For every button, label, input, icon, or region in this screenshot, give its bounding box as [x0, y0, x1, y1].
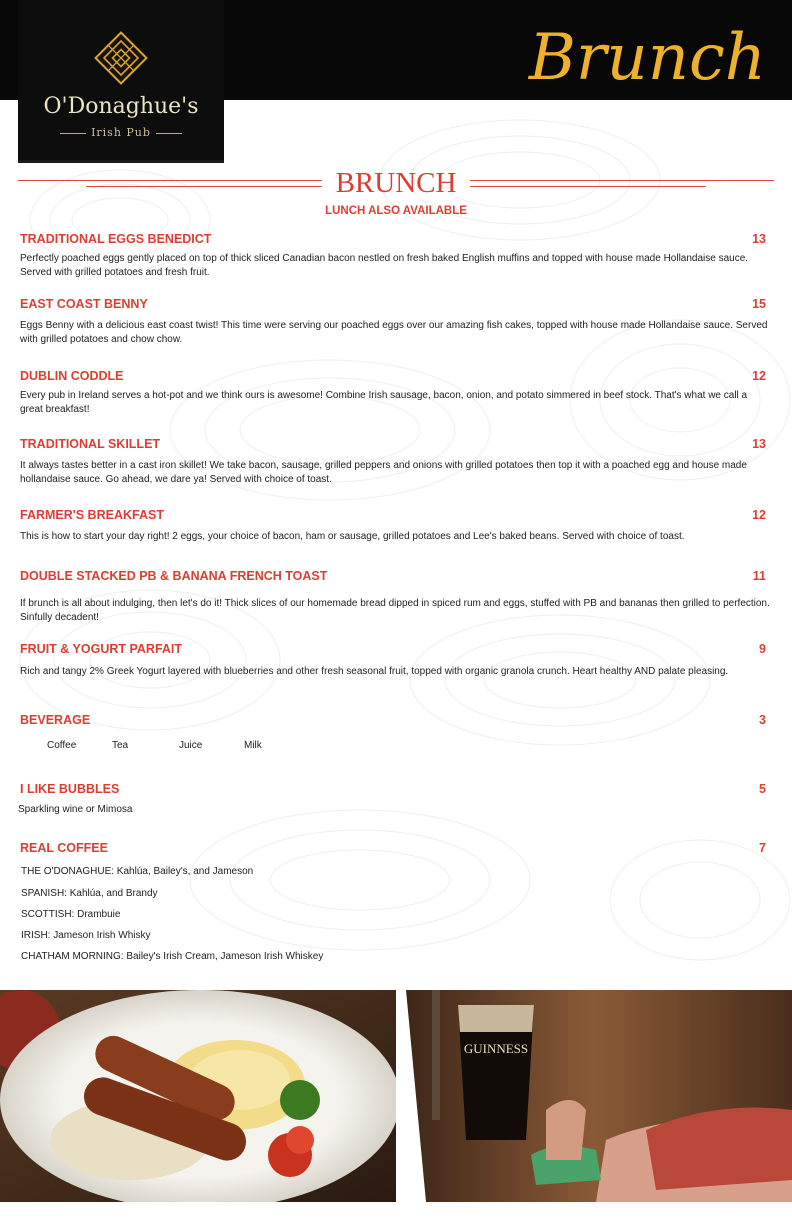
menu-item-name: EAST COAST BENNY — [20, 297, 148, 311]
menu-item-price: 15 — [752, 297, 766, 311]
coffee-option: SCOTTISH: Drambuie — [21, 909, 121, 920]
menu-item-name: TRADITIONAL EGGS BENEDICT — [20, 232, 212, 246]
menu-item-price: 12 — [752, 508, 766, 522]
menu-item-price: 3 — [759, 713, 766, 727]
coffee-option: SPANISH: Kahlúa, and Brandy — [21, 888, 158, 899]
guinness-photo — [396, 990, 792, 1202]
coffee-option: CHATHAM MORNING: Bailey's Irish Cream, Jameson Irish Whiskey — [21, 951, 324, 962]
menu-item-name: DUBLIN CODDLE — [20, 369, 124, 383]
coffee-option: THE O'DONAGHUE: Kahlúa, Bailey's, and Jameson — [21, 866, 254, 877]
logo-name: O'Donaghue's — [43, 94, 199, 119]
beverage-option: Milk — [244, 740, 262, 751]
menu-item-name: REAL COFFEE — [20, 841, 108, 855]
celtic-knot-icon — [91, 28, 151, 88]
menu-section-title: BRUNCH — [335, 167, 457, 199]
menu-item-name: DOUBLE STACKED PB & BANANA FRENCH TOAST — [20, 569, 328, 583]
menu-item-name: BEVERAGE — [20, 713, 91, 727]
menu-item-price: 7 — [759, 841, 766, 855]
menu-item-name: I LIKE BUBBLES — [20, 782, 120, 796]
menu-item-name: FARMER'S BREAKFAST — [20, 508, 164, 522]
page-title: Brunch — [528, 21, 766, 95]
coffee-option: IRISH: Jameson Irish Whisky — [21, 930, 151, 941]
beverage-option: Coffee — [47, 740, 77, 751]
menu-item-price: 9 — [759, 642, 766, 656]
menu-item-description: Perfectly poached eggs gently placed on top of thick sliced Canadian bacon nestled on fresh baked English muffins and topped with house made Hollandaise sauce. Served with grilled potatoes and fresh fruit. — [20, 253, 749, 278]
beverage-option: Tea — [112, 740, 129, 751]
menu-item-description: Every pub in Ireland serves a hot-pot and we think ours is awesome! Combine Irish sausage, bacon, onion, and potato simmered in beef stock. That's what we call a great breakfast! — [20, 390, 748, 415]
menu-item-description: If brunch is all about indulging, then let's do it! Thick slices of our homemade bread dipped in spiced rum and eggs, stuffed with PB and bananas then grilled to perfection. Sinfully decadent! — [20, 598, 770, 623]
menu-item-name: FRUIT & YOGURT PARFAIT — [20, 642, 183, 656]
menu-item-description: It always tastes better in a cast iron skillet! We take bacon, sausage, grilled peppers and onions with grilled potatoes then top it with a poached egg and house made hollandaise sauce. Go ahead, we dare ya! Served with choice of toast. — [20, 460, 747, 485]
menu-item-name: TRADITIONAL SKILLET — [20, 437, 161, 451]
beverage-option: Juice — [179, 740, 203, 751]
pub-logo — [18, 0, 224, 163]
menu-item-price: 13 — [752, 232, 766, 246]
menu-item-price: 11 — [752, 569, 766, 583]
logo-subtitle: Irish Pub — [18, 126, 224, 139]
food-photo — [0, 990, 396, 1202]
menu-item-price: 5 — [759, 782, 766, 796]
glass-label: GUINNESS — [463, 1041, 529, 1056]
menu-section-subtitle: LUNCH ALSO AVAILABLE — [325, 205, 467, 217]
menu-item-description: Rich and tangy 2% Greek Yogurt layered with blueberries and other fresh seasonal fruit, topped with organic granola crunch. Heart healthy AND palate pleasing. — [20, 666, 729, 677]
menu-item-description: This is how to start your day right! 2 eggs, your choice of bacon, ham or sausage, grilled potatoes and Lee's baked beans. Served with choice of toast. — [20, 531, 685, 542]
menu-item-price: 12 — [752, 369, 766, 383]
menu-item-price: 13 — [752, 437, 766, 451]
menu-item-description: Sparkling wine or Mimosa — [18, 804, 133, 815]
menu-item-description: Eggs Benny with a delicious east coast twist! This time were serving our poached eggs over our amazing fish cakes, topped with house made Hollandaise sauce. Served with grilled potatoes and chow chow. — [20, 320, 768, 345]
